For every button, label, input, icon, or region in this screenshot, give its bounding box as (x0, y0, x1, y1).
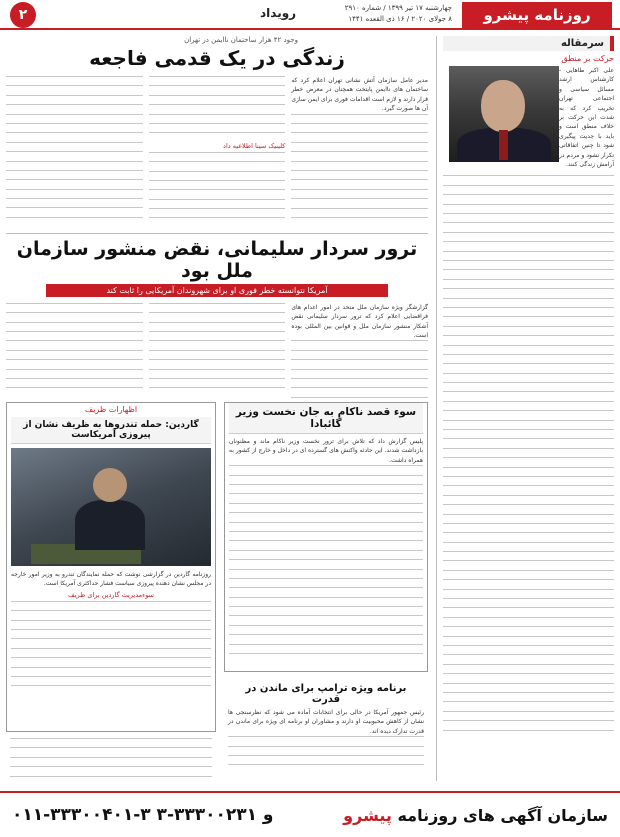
editorial-body-lines (443, 175, 614, 730)
editorial-byline: حرکت بر منطق (561, 54, 614, 63)
issue-dates (345, 3, 452, 25)
editorial-section-title: سرمقاله (443, 36, 614, 51)
story4-photo (11, 448, 211, 566)
section-name: رویداد (260, 6, 297, 20)
ad-footer (0, 791, 620, 837)
ad-label-text: سازمان آگهی های روزنامه (397, 805, 608, 825)
ad-phone-numbers: ۰۱۱-۳۳۳۰۰۴۰۱-۳ و ۳۳۳۰۰۲۳۱-۳ (12, 805, 274, 825)
story2-columns (6, 303, 428, 406)
story3-box (224, 402, 428, 672)
story5-columns (6, 738, 216, 786)
story4-quote: سوءمدیریت گاردین برای ظریف (68, 590, 154, 599)
story1-subheading: کلینیک سینا اطلاعیه داد (223, 141, 286, 150)
story4-text: روزنامه گاردین در گزارشی نوشت که حمله نمایندگان تندرو به وزیر امور خارجه در مجلس نشان دهنده پیروزی سیاست فشار حداکثری آمریکا است. (11, 571, 211, 588)
editorial-column (436, 36, 614, 781)
story5-text: رئیس جمهور آمریکا در حالی برای انتخابات آماده می شود که نظرسنجی ها نشان از کاهش محبوبیت او دارند و مشاوران او برنامه ای ویژه برای ماندن در قدرت تدارک دیده اند. (228, 709, 424, 735)
story5-box (224, 680, 428, 784)
story2-text: گزارشگر ویژه سازمان ملل متحد در امور اعدام های فراقضایی اعلام کرد که ترور سردار سلیمانی نقض آشکار منشور سازمان ملل و قوانین بین المللی بوده است. (291, 303, 428, 340)
ad-label (343, 806, 608, 825)
story1-text: مدیر عامل سازمان آتش نشانی تهران اعلام کرد که ساختمان های ناایمن پایتخت همچنان در معرض خطر قرار دارند و لازم است اقدامات فوری برای ایمن سازی آن ها صورت گیرد. (291, 77, 428, 113)
story1-columns (6, 76, 428, 227)
ad-brand: پیشرو (343, 805, 392, 825)
story1-headline: زندگی در یک قدمی فاجعه (89, 46, 345, 70)
page-number-badge: ۲ (10, 2, 36, 28)
story4-headline: گاردین: حمله تندروها به ظریف نشان از پیروزی آمریکاست (11, 417, 211, 444)
editorial-text: علی اکبر طاهایی - کارشناس ارشد مسائل سیاسی و اجتماعی تهران تخریب کرد که به شدت این حرکت بر خلاف منطق است و باید با جدیت پیگیری شود تا چنین اتفاقاتی تکرار نشود و مردم در آرامش زندگی کنند. (559, 67, 614, 169)
story3-headline: سوء قصد ناکام به جان نخست وزیر گائبادا (229, 403, 423, 434)
main-content (6, 36, 428, 406)
story1-kicker: وجود ۴۲ هزار ساختمان ناایمن در تهران (184, 36, 298, 44)
story4-box (6, 402, 216, 732)
page-header (0, 0, 620, 30)
date-line-1: چهارشنبه ۱۷ تیر ۱۳۹۹ / شماره ۲۹۱۰ (344, 4, 452, 12)
story2-subtitle: آمریکا نتوانسته خطر فوری او برای شهروندان آمریکایی را ثابت کند (46, 284, 388, 297)
author-portrait (449, 66, 559, 162)
story3-text: پلیس گزارش داد که تلاش برای ترور نخست وزیر ناکام ماند و مظنونان بازداشت شدند. این حادثه واکنش های گسترده ای در داخل و خارج از کشور به همراه داشت. (229, 438, 423, 464)
date-line-2: ۸ جولای ۲۰۲۰ / ۱۶ ذی القعده ۱۴۴۱ (348, 15, 452, 23)
story4-label: اظهارات ظریف (84, 405, 138, 414)
story2-headline: ترور سردار سلیمانی، نقض منشور سازمان ملل بود (6, 233, 428, 282)
story5-headline: برنامه ویژه ترامپ برای ماندن در قدرت (228, 680, 424, 708)
newspaper-logo: روزنامه پیشرو (462, 2, 612, 28)
